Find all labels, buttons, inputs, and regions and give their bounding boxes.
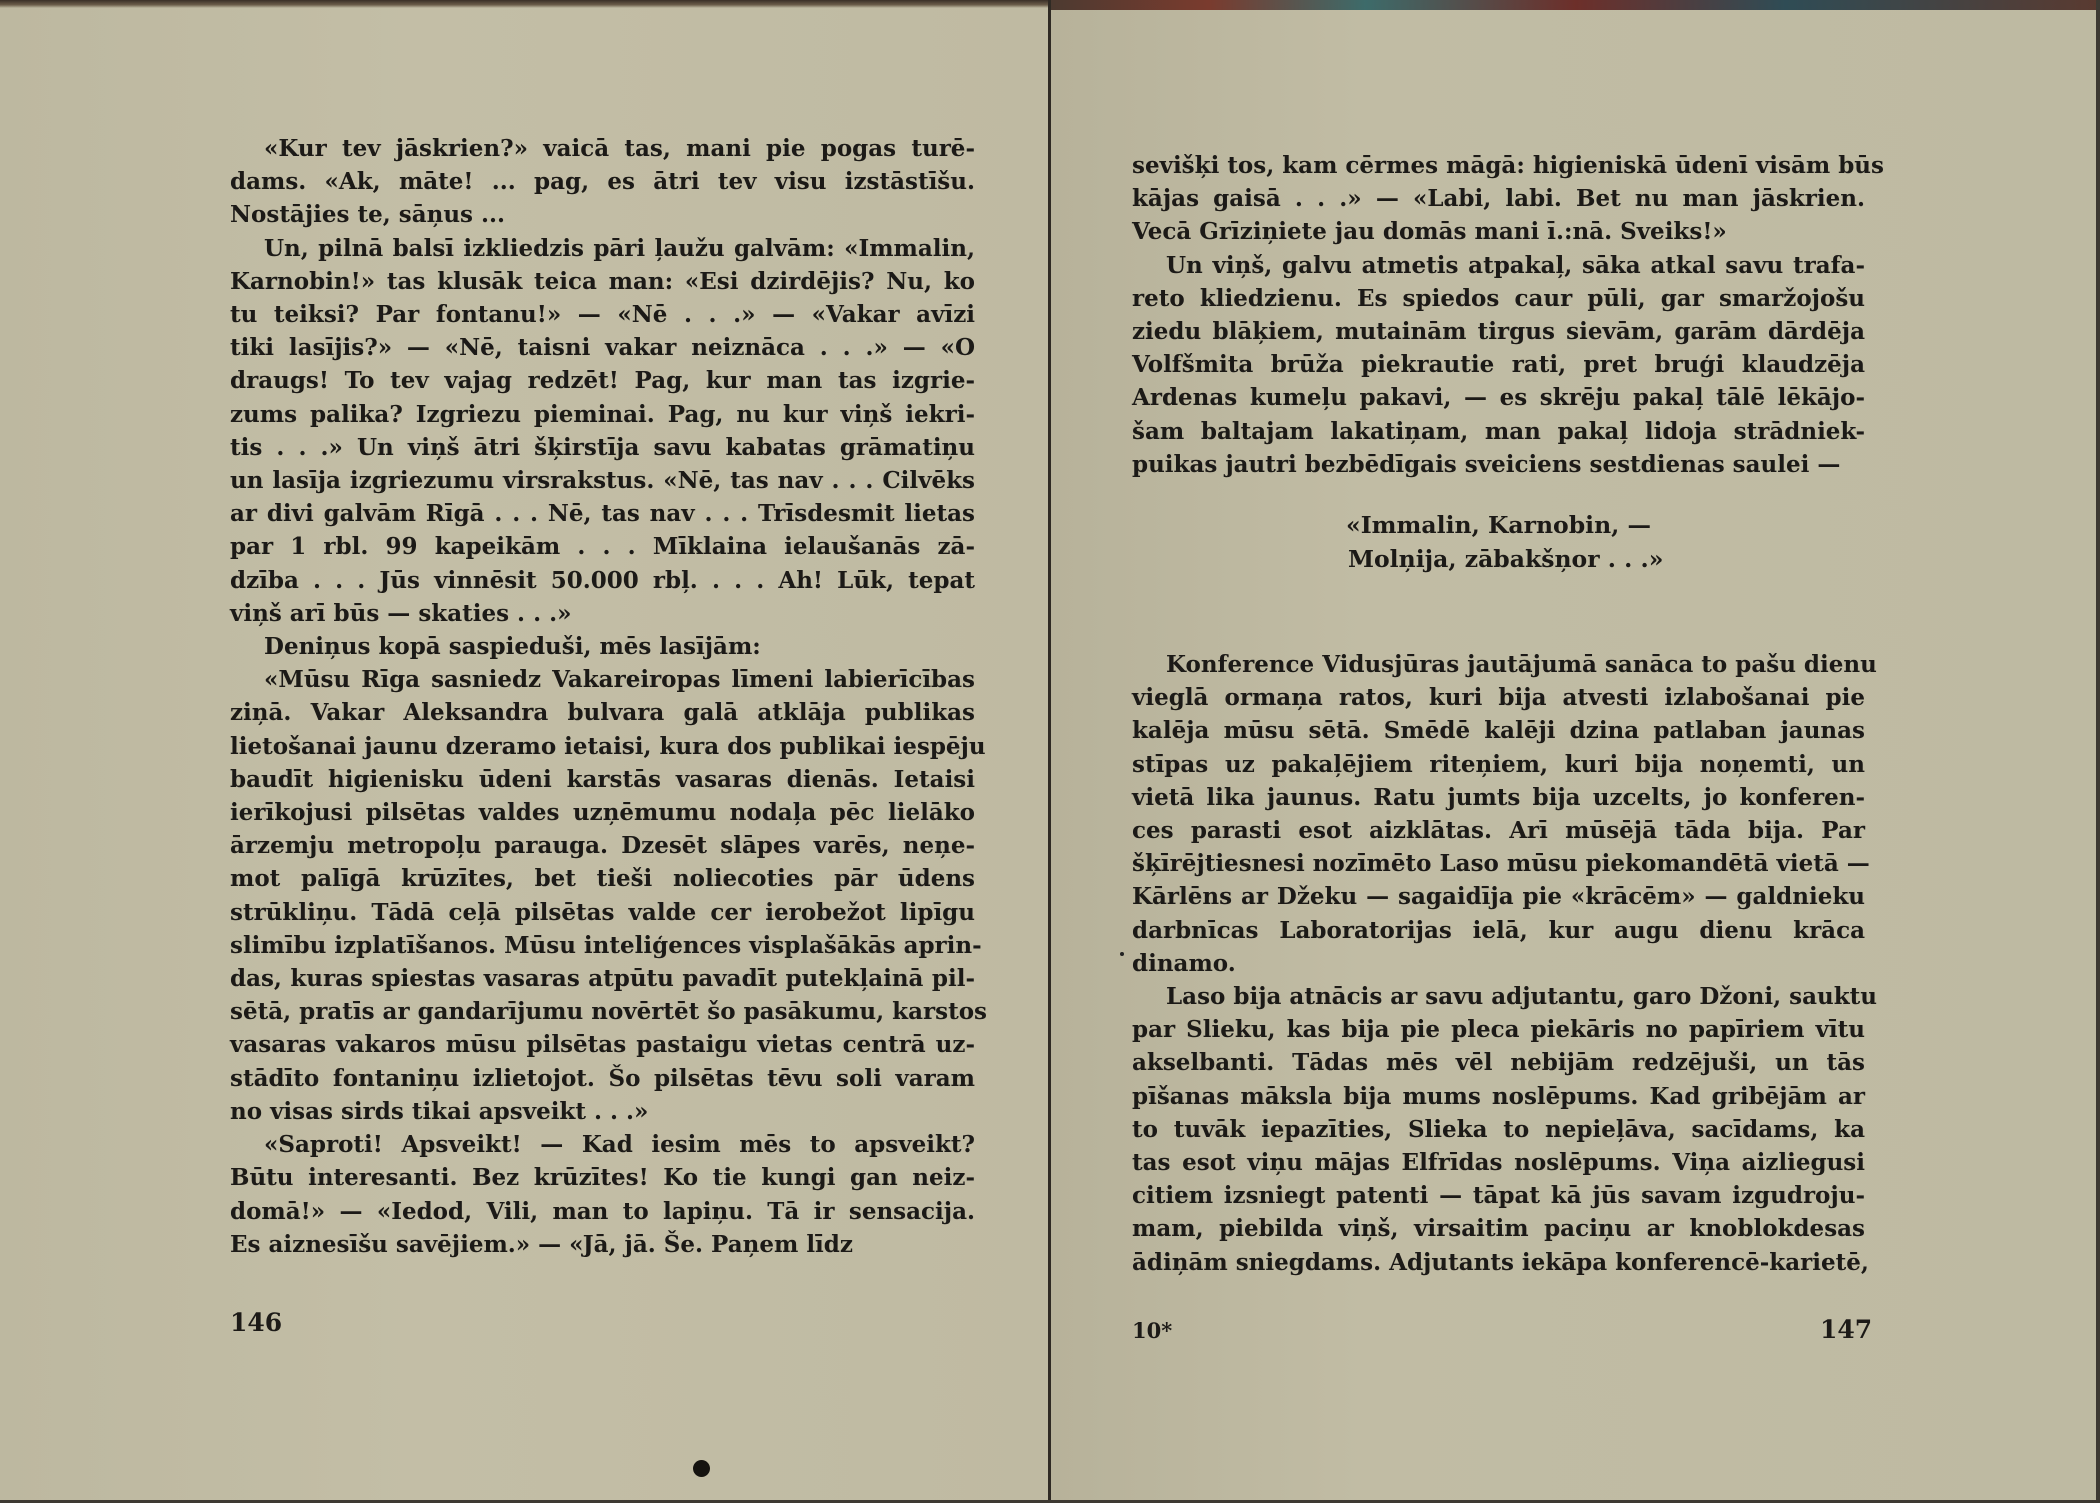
text-line: ierīkojusi pilsētas valdes uzņēmumu nodaļa pēc lielāko — [230, 799, 975, 827]
text-line: das, kuras spiestas vasaras atpūtu pavadīt putekļainā pil- — [230, 965, 975, 993]
poem-line: Molņija, zābakšņor . . .» — [1348, 545, 1664, 573]
text-line: dinamo. — [1132, 949, 1236, 977]
text-line: stīpas uz pakaļējiem riteņiem, kuri bija noņemti, un — [1132, 750, 1865, 778]
poem-verse — [1346, 508, 1866, 576]
text-line: mot palīgā krūzītes, bet tieši noliecoties pār ūdens — [230, 865, 975, 893]
text-line: no visas sirds tikai apsveikt . . .» — [230, 1097, 649, 1125]
text-line: «Mūsu Rīga sasniedz Vakareiropas līmeni labierīcības — [264, 666, 975, 694]
ink-speck — [1120, 952, 1124, 956]
text-line: Es aiznesīšu savējiem.» — «Jā, jā. Še. Paņem līdz — [230, 1230, 853, 1258]
text-line: šķīrējtiesnesi nozīmēto Laso mūsu piekomandētā vietā — — [1132, 850, 1870, 878]
page-top-edge — [0, 0, 1048, 8]
poem-line: «Immalin, Karnobin, — — [1346, 511, 1652, 539]
text-line: Kārlēns ar Džeku — sagaidīja pie «krācēm» — galdnieku — [1132, 883, 1865, 911]
text-line: Vecā Grīziņiete jau domās mani ī.:nā. Sveiks!» — [1132, 218, 1727, 246]
text-line: tis . . .» Un viņš ātri šķirstīja savu kabatas grāmatiņu — [230, 433, 975, 461]
text-line: Laso bija atnācis ar savu adjutantu, garo Džoni, sauktu — [1166, 983, 1878, 1011]
text-line: kalēja mūsu sētā. Smēdē kalēji dzina patlaban jaunas — [1132, 717, 1865, 745]
page-top-edge — [1051, 0, 2100, 10]
text-line: vietā lika jaunus. Ratu jumts bija uzcelts, jo konferen- — [1132, 783, 1865, 811]
text-line: ziedu blāķiem, mutainām tirgus sievām, garām dārdēja — [1132, 318, 1865, 346]
text-line: par Slieku, kas bija pie pleca piekāris no papīriem vītu — [1132, 1016, 1865, 1044]
text-line: Volfšmita brūža piekrautie rati, pret bruģi klaudzēja — [1132, 351, 1865, 379]
text-line: puikas jautri bezbēdīgais sveiciens sestdienas saulei — — [1132, 450, 1841, 478]
scan-frame-edge — [2096, 0, 2100, 1503]
text-line: Būtu interesanti. Bez krūzītes! Ko tie kungi gan neiz- — [230, 1164, 975, 1192]
text-line: Konference Vidusjūras jautājumā sanāca to pašu dienu — [1166, 651, 1877, 678]
text-line: tu teiksi? Par fontanu!» — «Nē . . .» — «Vakar avīzi — [230, 301, 975, 329]
text-line: tiki lasījis?» — «Nē, taisni vakar neiznāca . . .» — «O — [230, 334, 975, 362]
text-line: kājas gaisā . . .» — «Labi, labi. Bet nu man jāskrien. — [1132, 185, 1865, 213]
page-number-right: 147 — [1820, 1315, 1873, 1344]
text-line: zums palika? Izgriezu pieminai. Pag, nu kur viņš iekri- — [230, 400, 975, 428]
text-line: Nostājies te, sāņus ... — [230, 201, 506, 229]
text-line: «Saproti! Apsveikt! — Kad iesim mēs to apsveikt? — [264, 1131, 975, 1159]
text-line: domā!» — «Iedod, Vili, man to lapiņu. Tā ir sensacija. — [230, 1197, 975, 1225]
text-line: «Kur tev jāskrien?» vaicā tas, mani pie pogas turē- — [264, 135, 975, 162]
text-line: par 1 rbl. 99 kapeikām . . . Mīklaina ielaušanās zā- — [230, 533, 975, 561]
right-page-text-bottom — [1132, 648, 1878, 1279]
text-line: Deniņus kopā saspieduši, mēs lasījām: — [264, 633, 761, 661]
text-line: ādiņām sniegdams. Adjutants iekāpa konferencē-karietē, — [1132, 1248, 1869, 1276]
text-line: Ardenas kumeļu pakavi, — es skrēju pakaļ tālē lēkājo- — [1132, 384, 1865, 412]
right-page-text-top — [1132, 149, 1884, 481]
text-line: ziņā. Vakar Aleksandra bulvara galā atklāja publikas — [230, 699, 975, 727]
text-line: Un, pilnā balsī izkliedzis pāri ļaužu galvām: «Immalin, — [264, 234, 975, 262]
text-line: dams. «Ak, māte! ... pag, es ātri tev visu izstāstīšu. — [230, 168, 975, 196]
text-line: slimību izplatīšanos. Mūsu inteliģences visplašākās aprin- — [230, 931, 982, 959]
text-line: stādīto fontaniņu izlietojot. Šo pilsētas tēvu soli varam — [230, 1064, 975, 1092]
text-line: akselbanti. Tādas mēs vēl nebijām redzējuši, un tās — [1132, 1049, 1865, 1077]
text-line: baudīt higienisku ūdeni karstās vasaras dienās. Ietaisi — [230, 765, 975, 793]
text-line: mam, piebilda viņš, virsaitim paciņu ar knoblokdesas — [1132, 1215, 1865, 1243]
text-line: draugs! To tev vajag redzēt! Pag, kur man tas izgrie- — [230, 367, 975, 395]
text-line: reto kliedzienu. Es spiedos caur pūli, gar smaržojošu — [1132, 284, 1865, 312]
ink-dot — [693, 1460, 710, 1477]
left-page-text — [230, 132, 987, 1261]
text-line: un lasīja izgriezumu virsrakstus. «Nē, tas nav . . . Cilvēks — [230, 467, 975, 495]
text-line: ar divi galvām Rīgā . . . Nē, tas nav . . . Trīsdesmit lietas — [230, 500, 975, 528]
text-line: to tuvāk iepazīties, Slieka to nepieļāva, sacīdams, ka — [1132, 1115, 1865, 1143]
text-line: sevišķi tos, kam cērmes māgā: higieniskā ūdenī visām būs — [1132, 152, 1884, 179]
text-line: sētā, pratīs ar gandarījumu novērtēt šo pasākumu, karstos — [230, 998, 987, 1026]
text-line: strūkliņu. Tādā ceļā pilsētas valde cer ierobežot lipīgu — [230, 898, 975, 926]
text-line: ces parasti esot aizklātas. Arī mūsējā tāda bija. Par — [1132, 817, 1865, 845]
text-line: vieglā ormaņa ratos, kuri bija atvesti izlabošanai pie — [1132, 684, 1865, 712]
text-line: viņš arī būs — skaties . . .» — [230, 599, 572, 627]
text-line: Un viņš, galvu atmetis atpakaļ, sāka atkal savu trafa- — [1166, 251, 1865, 279]
text-line: darbnīcas Laboratorijas ielā, kur augu dienu krāca — [1132, 916, 1865, 944]
text-line: ārzemju metropoļu parauga. Dzesēt slāpes varēs, neņe- — [230, 832, 975, 860]
text-line: pīšanas māksla bija mums noslēpums. Kad gribējām ar — [1132, 1082, 1865, 1110]
text-line: tas esot viņu mājas Elfrīdas noslēpums. Viņa aizliegusi — [1132, 1149, 1865, 1177]
page-number-left: 146 — [230, 1308, 283, 1337]
signature-mark: 10* — [1132, 1318, 1173, 1343]
text-line: lietošanai jaunu dzeramo ietaisi, kura dos publikai iespēju — [230, 732, 986, 760]
text-line: dzība . . . Jūs vinnēsit 50.000 rbļ. . . . Ah! Lūk, tepat — [230, 566, 975, 594]
text-line: šam baltajam lakatiņam, man pakaļ lidoja strādniek- — [1132, 417, 1865, 445]
text-line: citiem izsniegt patenti — tāpat kā jūs savam izgudroju- — [1132, 1182, 1865, 1210]
text-line: Karnobin!» tas klusāk teica man: «Esi dzirdējis? Nu, ko — [230, 267, 975, 295]
text-line: vasaras vakaros mūsu pilsētas pastaigu vietas centrā uz- — [230, 1031, 975, 1059]
